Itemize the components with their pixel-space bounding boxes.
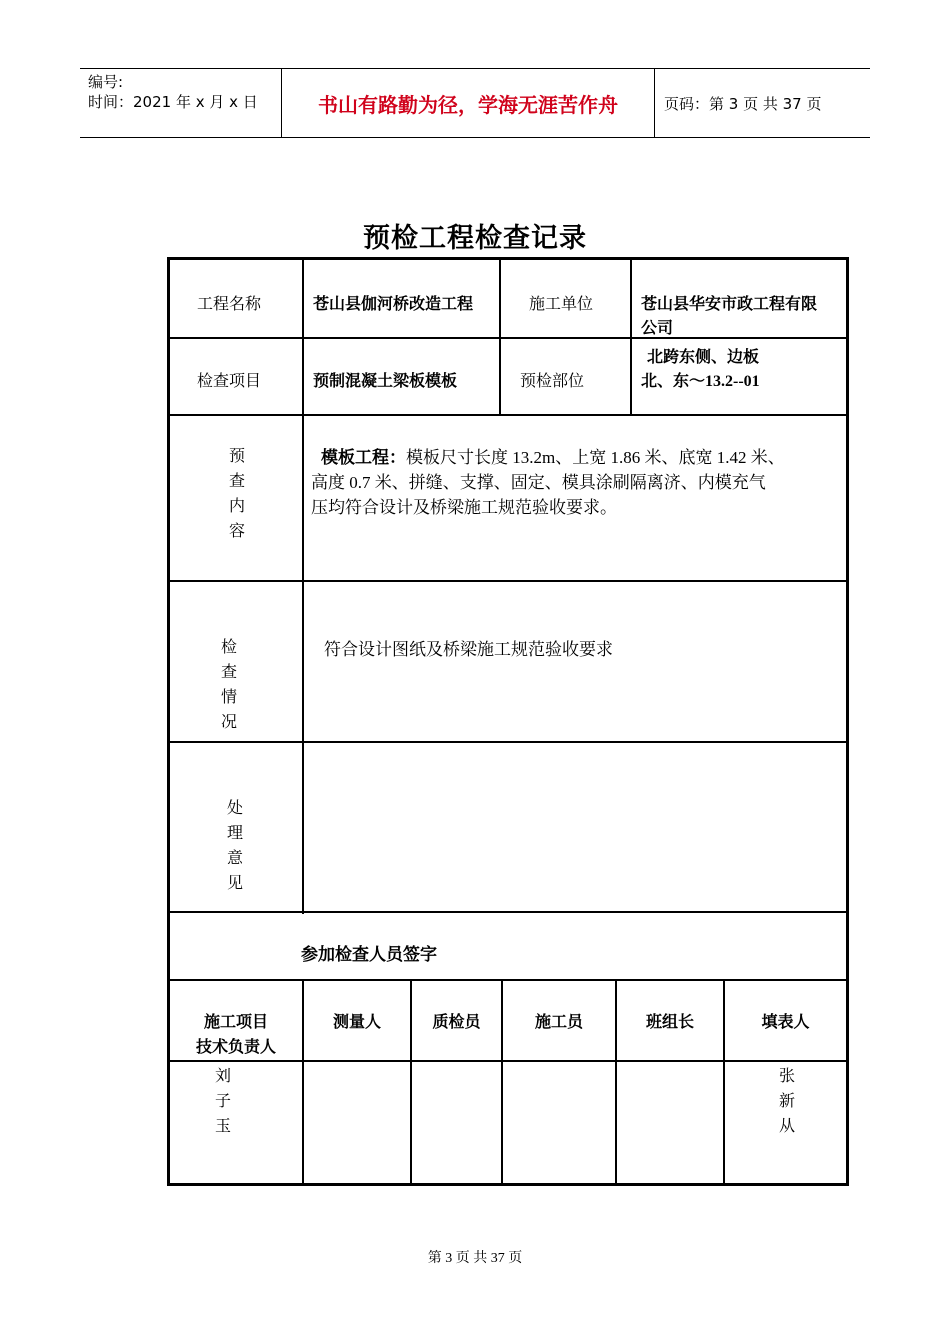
role-filler: 填表人 (761, 1012, 810, 1031)
content-line3: 压均符合设计及桥梁施工规范验收要求。 (311, 498, 617, 518)
project-name-label: 工程名称 (197, 294, 262, 313)
signers-heading: 参加检查人员签字 (301, 945, 437, 965)
document-title: 预检工程检查记录 (363, 223, 587, 254)
row-divider (170, 979, 846, 981)
opinion-label: 处 理 意 见 (226, 798, 243, 892)
col-divider (630, 260, 632, 416)
inspection-table (167, 257, 849, 1186)
situation-label: 检 查 情 况 (220, 637, 237, 731)
header-meta (80, 69, 282, 137)
role-tech-lead-line2: 技术负责人 (196, 1037, 277, 1056)
role-tech-lead-line1: 施工项目 (204, 1012, 269, 1031)
role-builder: 施工员 (534, 1012, 583, 1031)
header-page-info: 页码：第 3 页 共 37 页 (664, 94, 822, 113)
row-divider (170, 1060, 846, 1062)
contractor-value-line2: 公司 (641, 318, 674, 337)
signature-tech-lead: 刘 子 玉 (214, 1066, 231, 1135)
row-divider (170, 741, 846, 743)
header-motto: 书山有路勤为径，学海无涯苦作舟 (282, 69, 655, 137)
role-surveyor: 测量人 (332, 1012, 381, 1031)
page-footer: 第 3 页 共 37 页 (427, 1251, 523, 1266)
number-label: 编号: (88, 73, 124, 91)
time-line: 时间：2021 年 x 月 x 日 (88, 93, 258, 111)
situation-value: 符合设计图纸及桥梁施工规范验收要求 (324, 640, 613, 660)
content-heading: 模板工程： (321, 448, 406, 468)
content-line2: 高度 0.7 米、拼缝、支撑、固定、模具涂刷隔离济、内模充气 (311, 473, 766, 492)
precheck-part-line1: 北跨东侧、边板 (647, 347, 760, 366)
row-divider (170, 580, 846, 582)
content-label: 预 查 内 容 (228, 446, 245, 540)
role-team-leader: 班组长 (645, 1012, 694, 1031)
role-qc: 质检员 (432, 1012, 481, 1031)
page-header (80, 68, 870, 138)
col-divider (499, 260, 501, 416)
row-divider (170, 337, 846, 339)
project-name-value: 苍山县伽河桥改造工程 (313, 294, 474, 313)
precheck-part-line2: 北、东～13.2--01 (641, 373, 760, 390)
signature-filler: 张 新 从 (778, 1066, 795, 1135)
col-divider (302, 260, 304, 914)
inspect-item-value: 预制混凝土梁板模板 (313, 371, 458, 390)
inspect-item-label: 检查项目 (197, 371, 262, 390)
contractor-label: 施工单位 (529, 294, 594, 313)
precheck-part-label: 预检部位 (520, 371, 585, 390)
content-line1: 模板工程：模板尺寸长度 13.2m、上宽 1.86 米、底宽 1.42 米、 (321, 448, 785, 468)
contractor-value-line1: 苍山县华安市政工程有限 (641, 294, 818, 313)
row-divider (170, 414, 846, 416)
row-divider (170, 911, 846, 913)
